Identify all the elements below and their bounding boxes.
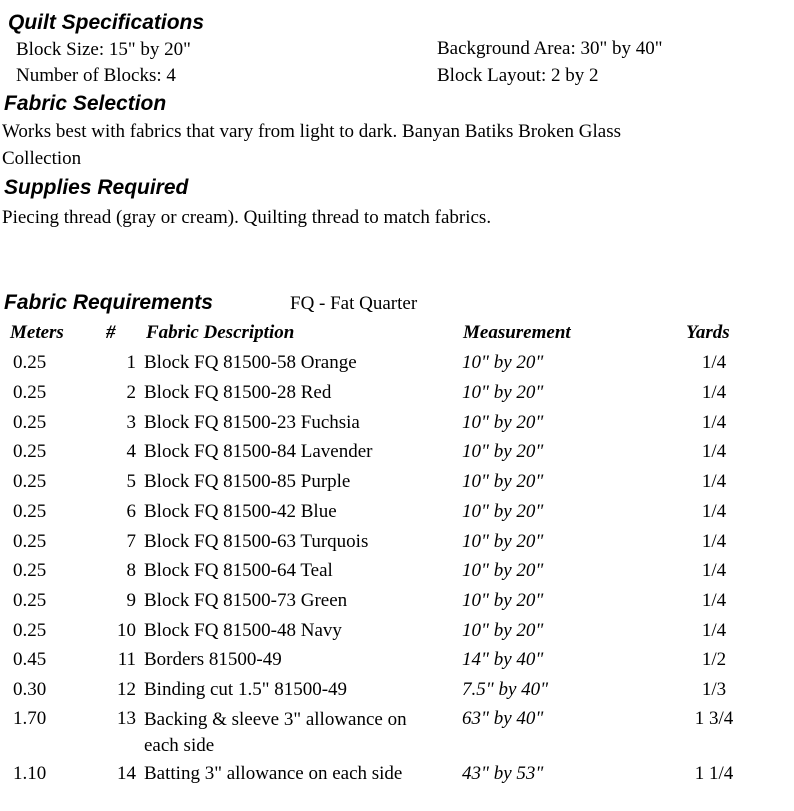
row-number: 3: [126, 412, 136, 433]
row-meters: 0.25: [13, 590, 47, 611]
row-measurement: 10" by 20": [462, 441, 544, 462]
row-number: 14: [117, 763, 136, 784]
fabric-requirements-heading: Fabric Requirements: [4, 291, 213, 314]
fabric-selection-heading: Fabric Selection: [4, 92, 167, 115]
table-row: [0, 500, 794, 530]
row-description: Block FQ 81500-73 Green: [144, 590, 348, 611]
row-description: Block FQ 81500-58 Orange: [144, 352, 357, 373]
table-row: [0, 351, 794, 381]
row-yards: 1/4: [701, 352, 727, 373]
table-row: [0, 589, 794, 619]
row-meters: 0.25: [13, 620, 47, 641]
block-layout: Block Layout: 2 by 2: [437, 65, 599, 86]
row-measurement: 7.5" by 40": [462, 679, 549, 700]
row-yards: 1/4: [701, 590, 727, 611]
table-row: [0, 762, 794, 792]
table-row: [0, 648, 794, 678]
row-number: 13: [117, 708, 136, 729]
row-description: Block FQ 81500-84 Lavender: [144, 441, 373, 462]
table-row: [0, 411, 794, 441]
row-meters: 0.25: [13, 382, 47, 403]
row-yards: 1/3: [701, 679, 727, 700]
table-row: [0, 559, 794, 589]
row-number: 12: [117, 679, 136, 700]
row-description: Block FQ 81500-42 Blue: [144, 501, 337, 522]
fabric-selection-line-2: Collection: [2, 148, 82, 169]
row-yards: 1 3/4: [694, 708, 734, 729]
row-meters: 0.25: [13, 352, 47, 373]
row-yards: 1/4: [701, 441, 727, 462]
row-yards: 1/4: [701, 382, 727, 403]
row-measurement: 10" by 20": [462, 412, 544, 433]
row-number: 9: [126, 590, 136, 611]
row-description: Block FQ 81500-23 Fuchsia: [144, 412, 360, 433]
row-number: 11: [117, 649, 136, 670]
row-number: 4: [126, 441, 136, 462]
row-yards: 1/4: [701, 501, 727, 522]
row-measurement: 10" by 20": [462, 590, 544, 611]
row-measurement: 10" by 20": [462, 531, 544, 552]
fat-quarter-note: FQ - Fat Quarter: [290, 293, 418, 314]
row-number: 8: [126, 560, 136, 581]
row-description: Block FQ 81500-28 Red: [144, 382, 332, 403]
table-row: [0, 678, 794, 708]
row-meters: 0.25: [13, 531, 47, 552]
row-description: Block FQ 81500-63 Turquois: [144, 531, 369, 552]
table-row: [0, 440, 794, 470]
row-description: Borders 81500-49: [144, 649, 282, 670]
row-measurement: 10" by 20": [462, 501, 544, 522]
quilt-specifications-heading: Quilt Specifications: [8, 11, 205, 34]
row-yards: 1 1/4: [694, 763, 734, 784]
row-description: Block FQ 81500-64 Teal: [144, 560, 333, 581]
row-measurement: 63" by 40": [462, 708, 544, 729]
column-header-measurement: Measurement: [463, 322, 571, 343]
row-meters: 0.45: [13, 649, 47, 670]
number-of-blocks: Number of Blocks: 4: [16, 65, 176, 86]
column-header-number: #: [106, 322, 116, 343]
table-row: [0, 381, 794, 411]
row-measurement: 10" by 20": [462, 352, 544, 373]
row-measurement: 14" by 40": [462, 649, 544, 670]
row-meters: 0.25: [13, 471, 47, 492]
row-measurement: 10" by 20": [462, 382, 544, 403]
table-row: [0, 530, 794, 560]
fabric-selection-line-1: Works best with fabrics that vary from light to dark. Banyan Batiks Broken Glass: [2, 121, 622, 142]
row-meters: 0.25: [13, 501, 47, 522]
row-number: 6: [126, 501, 136, 522]
row-number: 7: [126, 531, 136, 552]
row-measurement: 10" by 20": [462, 620, 544, 641]
row-measurement: 10" by 20": [462, 471, 544, 492]
row-number: 1: [126, 352, 136, 373]
row-yards: 1/4: [701, 412, 727, 433]
row-meters: 0.25: [13, 560, 47, 581]
block-size: Block Size: 15" by 20": [16, 39, 191, 60]
row-yards: 1/4: [701, 560, 727, 581]
table-row: [0, 470, 794, 500]
row-meters: 0.25: [13, 441, 47, 462]
row-meters: 1.10: [13, 763, 47, 784]
row-number: 5: [126, 471, 136, 492]
row-number: 10: [117, 620, 136, 641]
table-row: [0, 619, 794, 649]
row-yards: 1/4: [701, 471, 727, 492]
row-meters: 1.70: [13, 708, 47, 729]
row-yards: 1/4: [701, 620, 727, 641]
column-header-meters: Meters: [10, 322, 64, 343]
row-meters: 0.30: [13, 679, 47, 700]
supplies-required-heading: Supplies Required: [4, 176, 189, 199]
row-yards: 1/4: [701, 531, 727, 552]
row-description: Backing & sleeve 3" allowance on each side: [144, 709, 407, 756]
row-description: Binding cut 1.5" 81500-49: [144, 679, 348, 700]
row-number: 2: [126, 382, 136, 403]
row-meters: 0.25: [13, 412, 47, 433]
column-header-description: Fabric Description: [146, 322, 295, 343]
row-yards: 1/2: [701, 649, 727, 670]
row-description: Block FQ 81500-48 Navy: [144, 620, 342, 641]
row-description: Batting 3" allowance on each side: [144, 763, 403, 784]
table-row: [0, 707, 794, 763]
background-area: Background Area: 30" by 40": [437, 38, 663, 59]
row-description: Block FQ 81500-85 Purple: [144, 471, 351, 492]
column-header-yards: Yards: [686, 322, 730, 343]
row-measurement: 43" by 53": [462, 763, 544, 784]
row-measurement: 10" by 20": [462, 560, 544, 581]
supplies-required-text: Piecing thread (gray or cream). Quilting thread to match fabrics.: [2, 207, 492, 228]
